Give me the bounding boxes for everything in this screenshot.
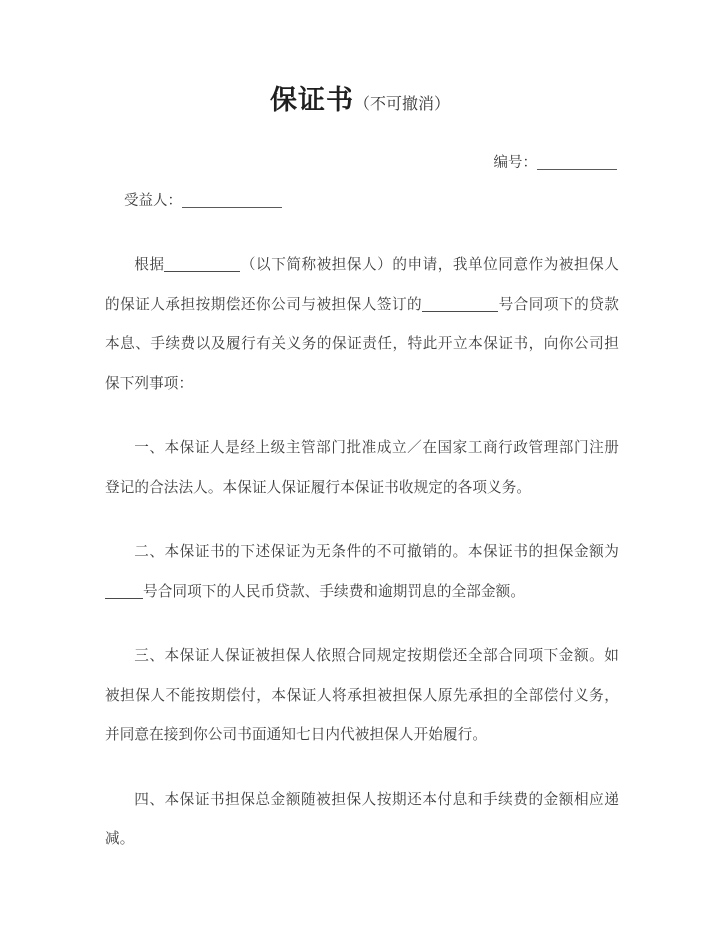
guaranteed-party-blank-field[interactable] (164, 271, 240, 272)
guarantee-amount-blank-field[interactable] (105, 598, 143, 599)
document-number-line (105, 152, 617, 174)
paragraph-clause-1: 一、本保证人是经上级主管部门批准成立／在国家工商行政管理部门注册登记的合法法人。本保证人保证履行本保证书收规定的各项义务。 (105, 439, 619, 496)
document-body (105, 245, 619, 859)
preamble-segment-3: 号合同项下的贷款本息、手续费以及履行有关义务的保证责任，特此开立本保证书，向你公司担保下列事项： (105, 295, 619, 392)
beneficiary-line (124, 190, 282, 212)
document-number-blank-field[interactable] (537, 169, 617, 170)
contract-number-blank-field[interactable] (422, 311, 498, 312)
beneficiary-label: 受益人： (124, 193, 182, 209)
title-subtitle-text: （不可撤消） (353, 94, 450, 113)
clause-2-segment-2: 号合同项下的人民币贷款、手续费和逾期罚息的全部金额。 (143, 582, 526, 600)
title-main-text: 保证书 (269, 85, 354, 116)
document-title (0, 78, 720, 117)
beneficiary-blank-field[interactable] (182, 207, 282, 208)
paragraph-clause-3: 三、本保证人保证被担保人依照合同规定按期偿还全部合同项下金额。如被担保人不能按期偿付，本保证人将承担被担保人原先承担的全部偿付义务，并同意在接到你公司书面通知七日内代被担保人开始履行。 (105, 647, 619, 743)
preamble-segment-2: （以下简称被担保人）的申请，我单位同意作为被担保人的保证人承担按期偿还你公司与被担保人签订的 (105, 256, 619, 313)
paragraph-clause-4: 四、本保证书担保总金额随被担保人按期还本付息和手续费的金额相应递减。 (105, 790, 619, 847)
paragraph-preamble (105, 245, 619, 403)
clause-2-segment-1: 二、本保证书的下述保证为无条件的不可撤销的。本保证书的担保金额为 (134, 543, 619, 560)
document-number-label: 编号： (493, 155, 537, 171)
paragraph-clause-2 (105, 532, 619, 611)
preamble-segment-1: 根据 (134, 256, 165, 273)
